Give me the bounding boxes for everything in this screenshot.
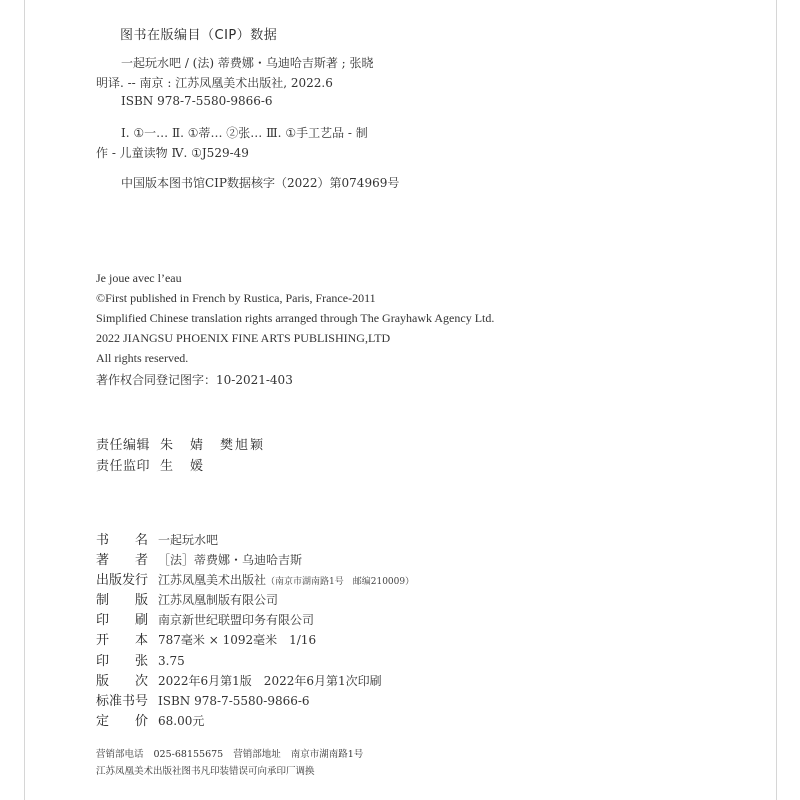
staff-row-editor <box>96 434 265 453</box>
spec-value: 一起玩水吧 <box>158 533 219 547</box>
staff-label: 责任编辑 <box>96 438 151 453</box>
spec-value: 787毫米 × 1092毫米 1/16 <box>158 633 317 647</box>
spec-value: 3.75 <box>158 654 185 668</box>
spec-key: 版 次 <box>96 674 149 689</box>
cip-title: 图书在版编目（CIP）数据 <box>120 28 278 43</box>
spec-key: 印 张 <box>96 654 149 669</box>
spec-row-edition <box>96 670 382 690</box>
spec-row-isbn <box>96 690 310 710</box>
spec-value: ［法］蒂费娜・乌迪哈吉斯 <box>158 553 303 567</box>
staff-label: 责任监印 <box>96 459 151 474</box>
spec-extra: （南京市湖南路1号 邮编210009） <box>266 577 415 587</box>
publisher-line: 2022 JIANGSU PHOENIX FINE ARTS PUBLISHING,LTD <box>96 331 391 345</box>
marketing-contact-line <box>96 746 363 760</box>
phone-number: 025-68155675 <box>153 749 224 760</box>
spec-key: 制 版 <box>96 593 149 608</box>
spec-key: 出版发行 <box>96 573 149 588</box>
spec-key: 定 价 <box>96 714 149 729</box>
page-right-rule <box>776 0 777 800</box>
spec-key: 著 者 <box>96 553 149 568</box>
translation-rights-line: Simplified Chinese translation rights arranged through The Grayhawk Agency Ltd. <box>96 311 495 325</box>
spec-row-author <box>96 549 302 569</box>
rights-reserved-line: All rights reserved. <box>96 351 189 365</box>
spec-row-printing <box>96 609 314 629</box>
spec-row-sheets <box>96 650 185 670</box>
printing-error-notice: 江苏凤凰美术出版社图书凡印装错误可向承印厂调换 <box>96 766 315 777</box>
cip-record-number: 中国版本图书馆CIP数据核字（2022）第074969号 <box>121 176 400 190</box>
address-label: 营销部地址 <box>233 749 281 760</box>
spec-row-book-title <box>96 529 218 549</box>
spec-value: 2022年6月第1版 2022年6月第1次印刷 <box>158 674 382 688</box>
spec-value: 江苏凤凰美术出版社 <box>158 573 267 587</box>
spec-key: 标准书号 <box>96 694 149 709</box>
spec-row-price <box>96 710 204 730</box>
spec-value: ISBN 978-7-5580-9866-6 <box>158 694 310 708</box>
spec-value: 江苏凤凰制版有限公司 <box>158 593 279 607</box>
copyright-line: ©First published in French by Rustica, Paris, France-2011 <box>96 291 376 305</box>
staff-value: 生 媛 <box>160 459 206 474</box>
staff-row-print-supervisor <box>96 455 205 474</box>
cip-isbn: ISBN 978-7-5580-9866-6 <box>121 94 273 108</box>
spec-row-publisher <box>96 569 414 589</box>
cip-line: 作 - 儿童读物 Ⅳ. ①J529-49 <box>96 146 249 160</box>
spec-value: 68.00元 <box>158 714 205 728</box>
spec-key: 开 本 <box>96 633 149 648</box>
cip-line: Ⅰ. ①一… Ⅱ. ①蒂… ②张… Ⅲ. ①手工艺品 - 制 <box>121 126 368 140</box>
spec-key: 书 名 <box>96 533 149 548</box>
spec-row-plate-making <box>96 589 278 609</box>
phone-label: 营销部电话 <box>96 749 144 760</box>
original-title: Je joue avec l’eau <box>96 271 182 285</box>
spec-value: 南京新世纪联盟印务有限公司 <box>158 613 315 627</box>
spec-key: 印 刷 <box>96 613 149 628</box>
spec-row-format <box>96 629 316 649</box>
copyright-contract-number: 著作权合同登记图字：10-2021-403 <box>96 373 293 387</box>
staff-value: 朱 婧 樊旭颖 <box>160 438 266 453</box>
cip-line: 一起玩水吧 / (法) 蒂费娜・乌迪哈吉斯著 ; 张晓 <box>121 56 374 70</box>
address-value: 南京市湖南路1号 <box>290 749 364 760</box>
page-left-rule <box>24 0 25 800</box>
cip-line: 明译. -- 南京 : 江苏凤凰美术出版社, 2022.6 <box>96 76 333 90</box>
